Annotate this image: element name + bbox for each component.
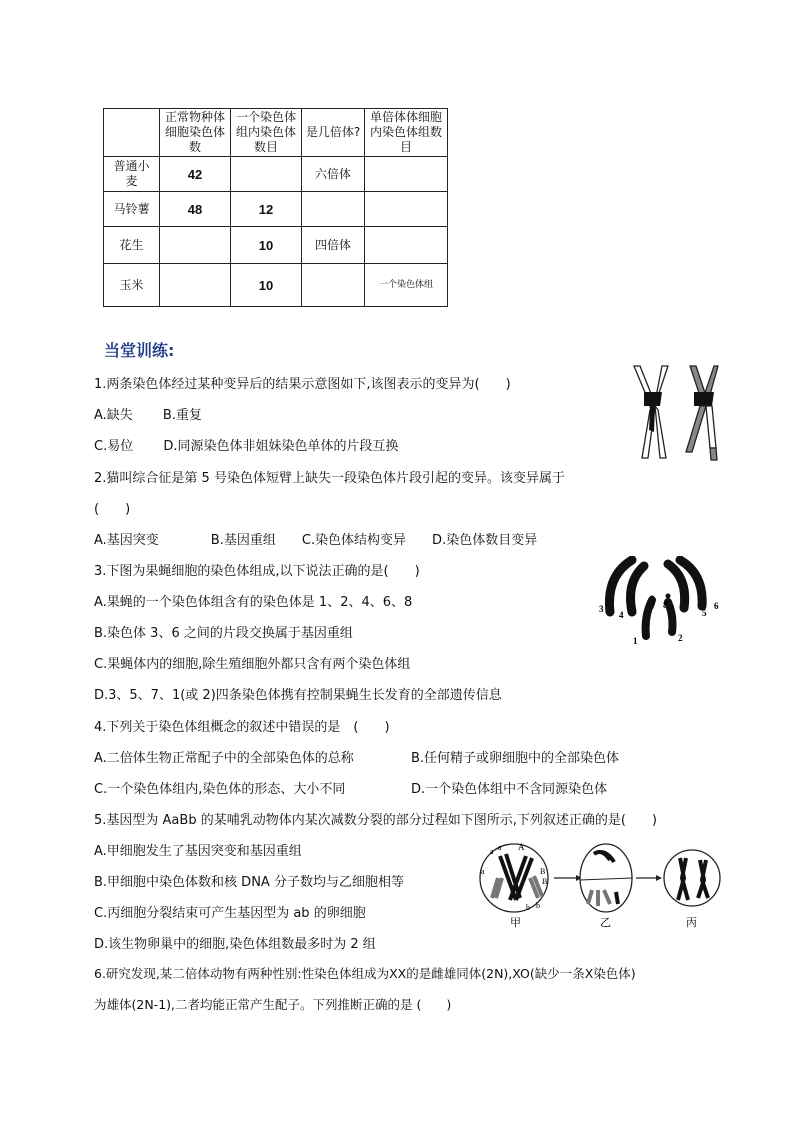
table-cell: [302, 264, 365, 307]
table-cell: 一个染色体组: [365, 264, 448, 307]
q1-stem: 1.两条染色体经过某种变异后的结果示意图如下,该图表示的变异为( ): [94, 377, 511, 392]
gene-label: b: [536, 901, 540, 910]
table-cell: [365, 227, 448, 264]
table-cell: 花生: [104, 227, 160, 264]
table-cell: [302, 192, 365, 227]
table-header-cell: 一个染色体组内染色体数目: [231, 109, 302, 157]
q5-option-c: C.丙细胞分裂结束可产生基因型为 ab 的卵细胞: [94, 906, 366, 921]
q1-options-ab: A.缺失 B.重复: [94, 408, 202, 423]
cell-label: 甲: [510, 916, 521, 929]
gene-label: B: [542, 877, 548, 886]
chromosome-label: 2: [678, 633, 683, 643]
q5-option-b: B.甲细胞中染色体数和核 DNA 分子数均与乙细胞相等: [94, 875, 404, 890]
gene-label: b: [526, 903, 530, 912]
chromosome-label: 4: [619, 610, 624, 620]
table-header-cell: 正常物种体细胞染色体数: [160, 109, 231, 157]
gene-label: a: [481, 867, 485, 876]
chromosome-right: [686, 366, 718, 460]
chromosome-label: 5: [702, 608, 707, 618]
q2-options: A.基因突变 B.基因重组 C.染色体结构变异 D.染色体数目变异: [94, 533, 538, 548]
q1-options-cd: C.易位 D.同源染色体非姐妹染色单体的片段互换: [94, 439, 399, 454]
table-cell: [365, 157, 448, 192]
q5-meiosis-figure: [476, 838, 732, 930]
gene-label: a: [490, 847, 494, 856]
q4-option-a: A.二倍体生物正常配子中的全部染色体的总称: [94, 751, 354, 766]
cell-label: 丙: [686, 916, 697, 929]
q2-stem: 2.猫叫综合征是第 5 号染色体短臂上缺失一段染色体片段引起的变异。该变异属于: [94, 471, 565, 486]
table-cell: [365, 192, 448, 227]
q4-option-c: C.一个染色体组内,染色体的形态、大小不同: [94, 782, 346, 797]
table-header-cell: 是几倍体?: [302, 109, 365, 157]
q3-option-a: A.果蝇的一个染色体组含有的染色体是 1、2、4、6、8: [94, 595, 413, 610]
q3-option-d: D.3、5、7、1(或 2)四条染色体携有控制果蝇生长发育的全部遗传信息: [94, 688, 502, 703]
chromosome-label: 8: [663, 600, 668, 610]
chromosome-label: 1: [633, 636, 638, 646]
chromosome-label: 6: [714, 601, 719, 611]
q5-option-d: D.该生物卵巢中的细胞,染色体组数最多时为 2 组: [94, 937, 376, 952]
section-heading: 当堂训练:: [104, 341, 175, 360]
table-header-cell: [104, 109, 160, 157]
table-cell: [231, 157, 302, 192]
table-cell: 四倍体: [302, 227, 365, 264]
chromosome-table: [103, 108, 448, 307]
q1-chromosome-figure: [622, 362, 722, 462]
q5-option-a: A.甲细胞发生了基因突变和基因重组: [94, 844, 302, 859]
q2-paren: ( ): [94, 502, 131, 517]
cell-jia: [480, 842, 548, 912]
gene-label: B: [540, 867, 546, 876]
gene-label: A: [518, 842, 525, 852]
q4-stem: 4.下列关于染色体组概念的叙述中错误的是 ( ): [94, 720, 390, 735]
cell-yi: [580, 844, 632, 912]
chromosome-label: 3: [599, 604, 604, 614]
table-cell: [160, 227, 231, 264]
chromosome-left: [634, 366, 668, 458]
q5-stem: 5.基因型为 AaBb 的某哺乳动物体内某次减数分裂的部分过程如下图所示,下列叙述正确的是( ): [94, 813, 657, 828]
table-cell: 10: [231, 264, 302, 307]
q3-fruitfly-chromosomes: [592, 556, 727, 651]
cell-bing: [664, 850, 720, 906]
q6-line1: 6.研究发现,某二倍体动物有两种性别:性染色体组成为XX的是雌雄同体(2N),XO(缺少一条X染色体): [94, 966, 636, 981]
table-cell: 42: [160, 157, 231, 192]
q3-stem: 3.下图为果蝇细胞的染色体组成,以下说法正确的是( ): [94, 564, 420, 579]
q3-option-b: B.染色体 3、6 之间的片段交换属于基因重组: [94, 626, 353, 641]
table-header-cell: 单倍体体细胞内染色体组数目: [365, 109, 448, 157]
table-cell: 10: [231, 227, 302, 264]
table-cell: 普通小麦: [104, 157, 160, 192]
table-cell: 马铃薯: [104, 192, 160, 227]
cell-label: 乙: [600, 916, 611, 929]
q6-line2: 为雄体(2N-1),二者均能正常产生配子。下列推断正确的是 ( ): [94, 997, 452, 1012]
gene-label: a: [498, 843, 502, 852]
q4-option-d: D.一个染色体组中不含同源染色体: [411, 782, 608, 797]
table-cell: 六倍体: [302, 157, 365, 192]
table-cell: 12: [231, 192, 302, 227]
table-cell: [160, 264, 231, 307]
chromosome-label: 7: [651, 601, 656, 611]
table-cell: 48: [160, 192, 231, 227]
table-cell: 玉米: [104, 264, 160, 307]
q3-option-c: C.果蝇体内的细胞,除生殖细胞外都只含有两个染色体组: [94, 657, 411, 672]
q4-option-b: B.任何精子或卵细胞中的全部染色体: [411, 751, 620, 766]
